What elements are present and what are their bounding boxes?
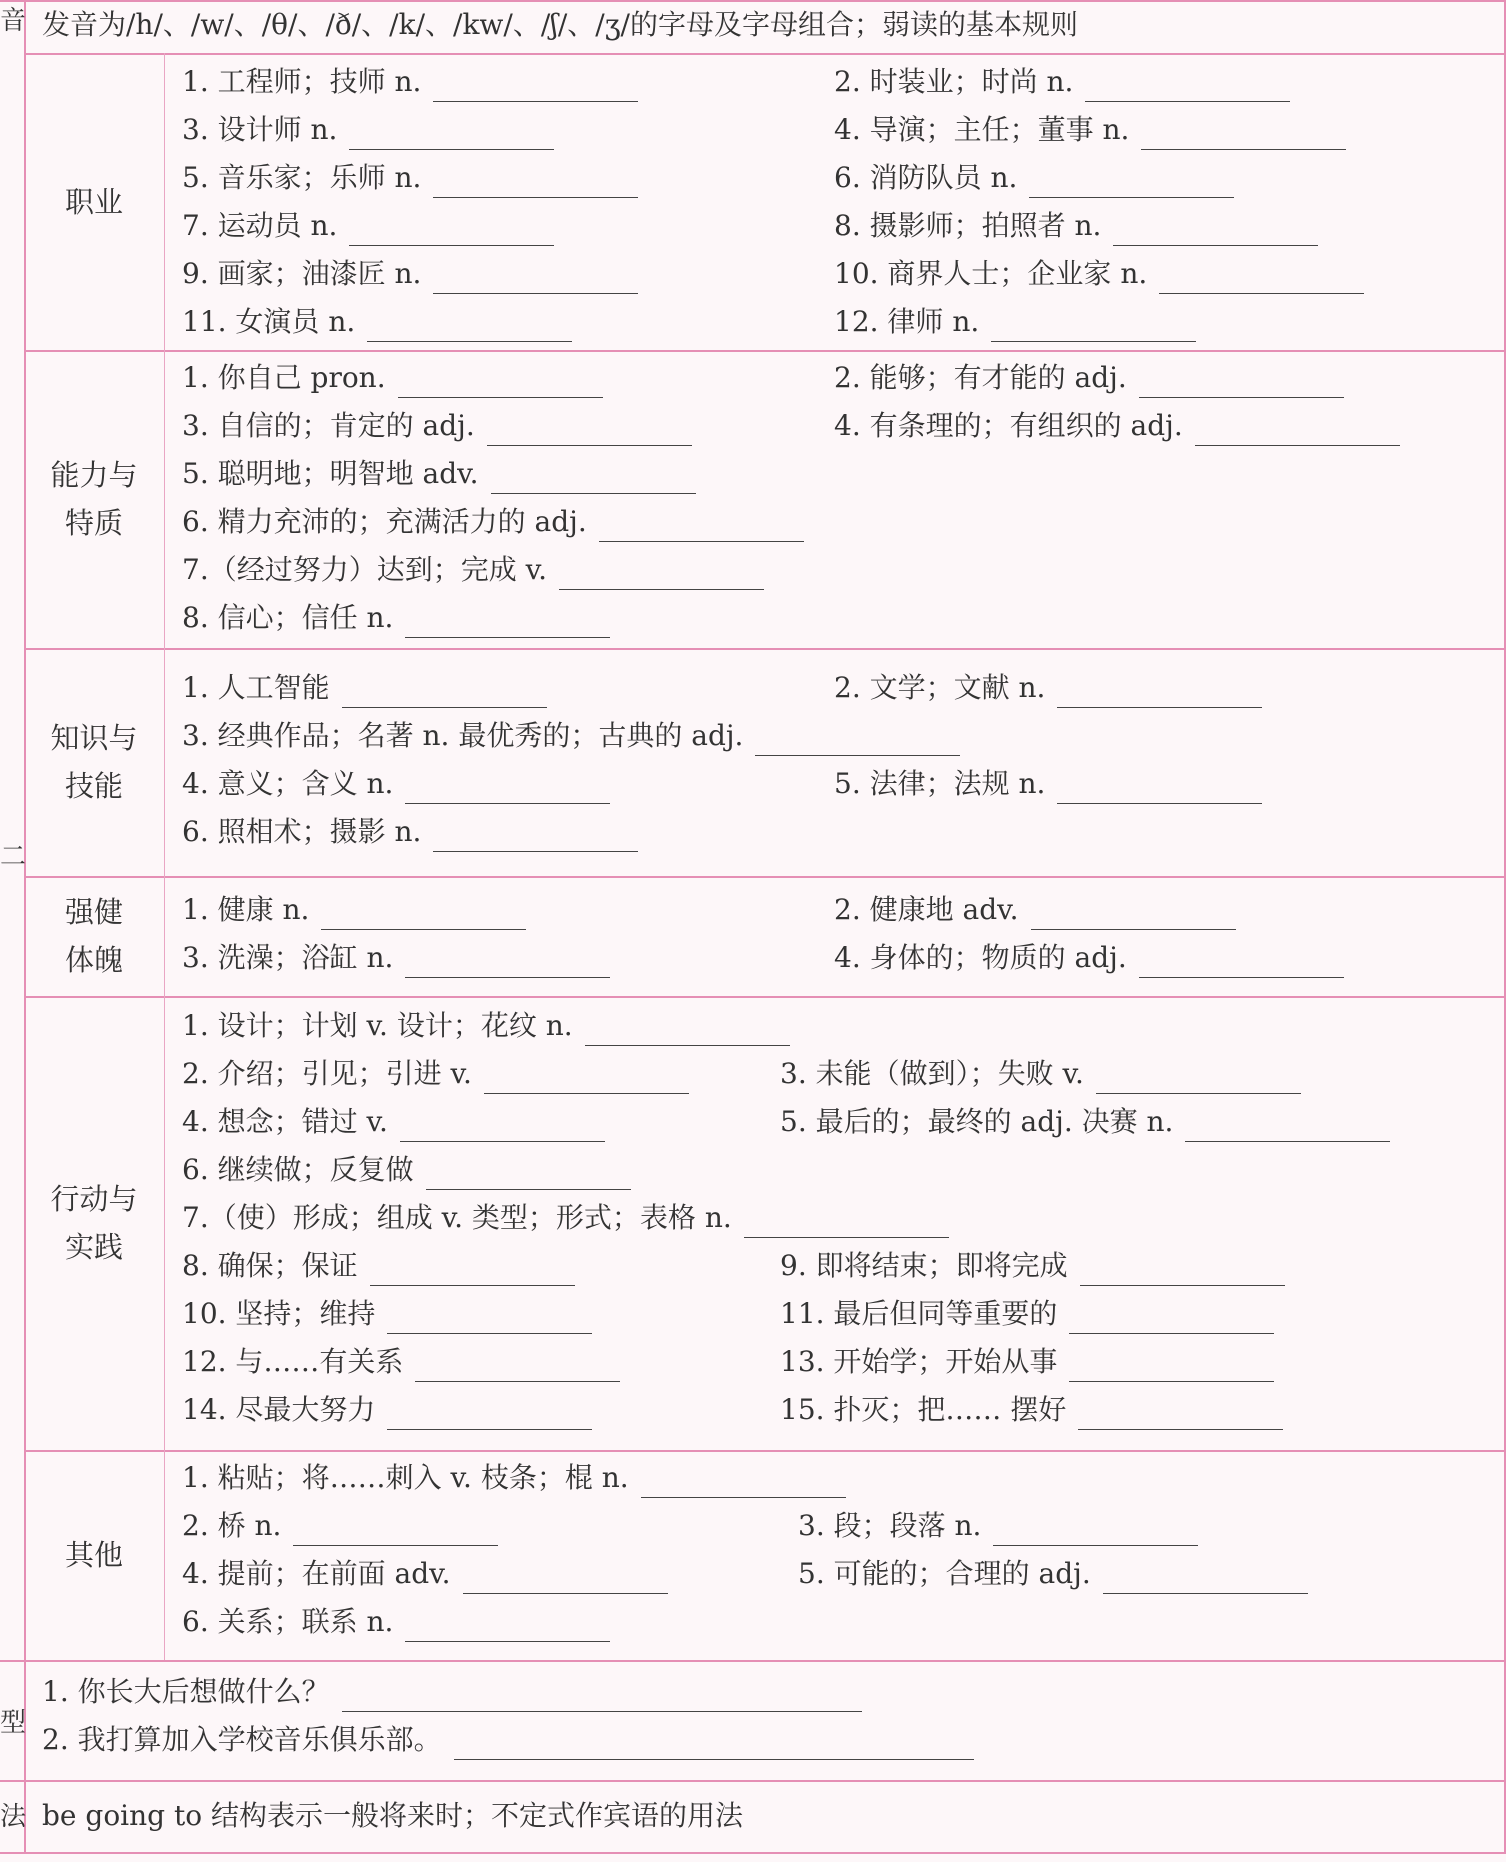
category-divider	[164, 53, 165, 1660]
category-occupations	[24, 53, 164, 350]
category-title: 强健	[64, 895, 123, 929]
row-divider	[24, 876, 1506, 878]
answer-blank[interactable]	[1085, 71, 1290, 102]
vocab-item: 5. 最后的；最终的 adj. 决赛 n.	[780, 1102, 1390, 1142]
vocab-item: 3. 段；段落 n.	[798, 1506, 1198, 1546]
answer-blank[interactable]	[641, 1467, 846, 1498]
vocab-item: 1. 人工智能	[182, 668, 547, 708]
answer-blank[interactable]	[405, 1611, 610, 1642]
vocab-item: 2. 桥 n.	[182, 1506, 498, 1546]
category-actions	[24, 996, 164, 1450]
row-divider	[24, 53, 1506, 55]
vocab-item: 5. 聪明地；明智地 adv.	[182, 454, 696, 494]
vocab-item: 4. 意义；含义 n.	[182, 764, 610, 804]
vocab-item: 14. 尽最大努力	[182, 1390, 592, 1430]
category-title: 行动与	[50, 1182, 138, 1216]
answer-blank[interactable]	[370, 1255, 575, 1286]
answer-blank[interactable]	[755, 725, 960, 756]
answer-blank[interactable]	[993, 1515, 1198, 1546]
answer-blank[interactable]	[349, 215, 554, 246]
answer-blank[interactable]	[991, 311, 1196, 342]
category-health	[24, 876, 164, 996]
vocab-item: 7.（经过努力）达到；完成 v.	[182, 550, 764, 590]
vocab-item: 3. 设计师 n.	[182, 110, 554, 150]
answer-blank[interactable]	[398, 367, 603, 398]
answer-blank[interactable]	[1029, 167, 1234, 198]
category-title-line2: 体魄	[64, 943, 123, 977]
answer-blank[interactable]	[433, 263, 638, 294]
answer-blank[interactable]	[1057, 773, 1262, 804]
vocab-item: 10. 商界人士；企业家 n.	[834, 254, 1364, 294]
answer-blank[interactable]	[387, 1303, 592, 1334]
vocab-item: 1. 你自己 pron.	[182, 358, 603, 398]
vocab-item: 10. 坚持；维持	[182, 1294, 592, 1334]
category-knowledge	[24, 648, 164, 876]
row-divider	[0, 1660, 1506, 1662]
answer-blank[interactable]	[1057, 677, 1262, 708]
answer-blank[interactable]	[1141, 119, 1346, 150]
vocab-item: 4. 想念；错过 v.	[182, 1102, 605, 1142]
vocab-item: 11. 最后但同等重要的	[780, 1294, 1274, 1334]
edge-label-grammar: 法	[0, 1802, 27, 1832]
table-top-border	[0, 0, 1506, 2]
vocab-item: 4. 身体的；物质的 adj.	[834, 938, 1344, 978]
answer-blank[interactable]	[599, 511, 804, 542]
answer-blank[interactable]	[405, 947, 610, 978]
vocab-item: 13. 开始学；开始从事	[780, 1342, 1274, 1382]
answer-blank[interactable]	[1078, 1399, 1283, 1430]
answer-blank[interactable]	[321, 899, 526, 930]
answer-blank[interactable]	[1113, 215, 1318, 246]
vocab-item: 5. 音乐家；乐师 n.	[182, 158, 638, 198]
vocab-item: 9. 即将结束；即将完成	[780, 1246, 1285, 1286]
category-title: 知识与	[50, 721, 138, 755]
vocab-item: 11. 女演员 n.	[182, 302, 572, 342]
answer-blank[interactable]	[1195, 415, 1400, 446]
answer-blank[interactable]	[387, 1399, 592, 1430]
vocab-item: 7.（使）形成；组成 v. 类型；形式；表格 n.	[182, 1198, 949, 1238]
category-title: 能力与	[50, 458, 138, 492]
vocab-item: 4. 有条理的；有组织的 adj.	[834, 406, 1400, 446]
answer-blank[interactable]	[415, 1351, 620, 1382]
pattern-item: 1. 你长大后想做什么？	[42, 1672, 862, 1712]
vocab-item: 1. 工程师；技师 n.	[182, 62, 638, 102]
vocab-item: 1. 设计；计划 v. 设计；花纹 n.	[182, 1006, 790, 1046]
vocab-item: 2. 能够；有才能的 adj.	[834, 358, 1344, 398]
answer-blank[interactable]	[744, 1207, 949, 1238]
vocab-item: 8. 信心；信任 n.	[182, 598, 610, 638]
category-title: 其他	[64, 1538, 123, 1572]
answer-blank[interactable]	[585, 1015, 790, 1046]
answer-blank[interactable]	[342, 677, 547, 708]
vocab-item: 15. 扑灭；把…… 摆好	[780, 1390, 1283, 1430]
answer-blank[interactable]	[1069, 1351, 1274, 1382]
vocab-item: 9. 画家；油漆匠 n.	[182, 254, 638, 294]
answer-blank[interactable]	[484, 1063, 689, 1094]
vocab-item: 3. 自信的；肯定的 adj.	[182, 406, 692, 446]
row-divider	[24, 648, 1506, 650]
row-divider	[24, 996, 1506, 998]
answer-blank[interactable]	[433, 167, 638, 198]
answer-blank[interactable]	[1159, 263, 1364, 294]
answer-blank[interactable]	[491, 463, 696, 494]
vocab-item: 6. 精力充沛的；充满活力的 adj.	[182, 502, 804, 542]
category-title-line2: 实践	[64, 1230, 123, 1264]
answer-blank[interactable]	[400, 1111, 605, 1142]
vocab-item: 3. 未能（做到）；失败 v.	[780, 1054, 1301, 1094]
answer-blank[interactable]	[342, 1681, 862, 1712]
vocab-item: 6. 继续做；反复做	[182, 1150, 631, 1190]
row-divider	[24, 350, 1506, 352]
answer-blank[interactable]	[293, 1515, 498, 1546]
vocab-item: 1. 粘贴；将……刺入 v. 枝条；棍 n.	[182, 1458, 846, 1498]
answer-blank[interactable]	[1103, 1563, 1308, 1594]
vocab-item: 6. 照相术；摄影 n.	[182, 812, 638, 852]
answer-blank[interactable]	[433, 71, 638, 102]
vocab-item: 8. 确保；保证	[182, 1246, 575, 1286]
row-divider	[24, 1450, 1506, 1452]
answer-blank[interactable]	[433, 821, 638, 852]
vocab-item: 5. 可能的；合理的 adj.	[798, 1554, 1308, 1594]
vocab-item: 12. 与……有关系	[182, 1342, 620, 1382]
answer-blank[interactable]	[1096, 1063, 1301, 1094]
answer-blank[interactable]	[426, 1159, 631, 1190]
answer-blank[interactable]	[1069, 1303, 1274, 1334]
vocab-item: 2. 文学；文献 n.	[834, 668, 1262, 708]
vocab-item: 4. 提前；在前面 adv.	[182, 1554, 668, 1594]
vocab-item: 5. 法律；法规 n.	[834, 764, 1262, 804]
answer-blank[interactable]	[454, 1729, 974, 1760]
vocab-item: 3. 经典作品；名著 n. 最优秀的；古典的 adj.	[182, 716, 960, 756]
edge-label-pronunciation: 音	[0, 6, 27, 36]
answer-blank[interactable]	[1139, 367, 1344, 398]
vocab-item: 8. 摄影师；拍照者 n.	[834, 206, 1318, 246]
vocab-item: 3. 洗澡；浴缸 n.	[182, 938, 610, 978]
answer-blank[interactable]	[559, 559, 764, 590]
vocab-item: 1. 健康 n.	[182, 890, 526, 930]
pronunciation-text: 发音为/h/、/w/、/θ/、/ð/、/k/、/kw/、/ʃ/、/ʒ/的字母及字母组合；弱读的基本规则	[42, 8, 1078, 41]
row-divider	[0, 1780, 1506, 1782]
answer-blank[interactable]	[367, 311, 572, 342]
table-bottom-border	[0, 1852, 1506, 1854]
vocab-item: 12. 律师 n.	[834, 302, 1196, 342]
answer-blank[interactable]	[1185, 1111, 1390, 1142]
vocab-item: 2. 介绍；引见；引进 v.	[182, 1054, 689, 1094]
edge-label-patterns: 型	[0, 1708, 27, 1738]
category-title-line2: 特质	[64, 506, 123, 540]
answer-blank[interactable]	[405, 607, 610, 638]
vocab-item: 4. 导演；主任；董事 n.	[834, 110, 1346, 150]
category-abilities	[24, 350, 164, 648]
edge-label-vocabulary: 二	[0, 842, 27, 872]
vocab-item: 7. 运动员 n.	[182, 206, 554, 246]
vocab-item: 2. 健康地 adv.	[834, 890, 1236, 930]
answer-blank[interactable]	[405, 773, 610, 804]
pattern-item: 2. 我打算加入学校音乐俱乐部。	[42, 1720, 974, 1760]
answer-blank[interactable]	[1031, 899, 1236, 930]
category-others	[24, 1450, 164, 1660]
category-title-line2: 技能	[64, 769, 123, 803]
answer-blank[interactable]	[463, 1563, 668, 1594]
grammar-text: be going to 结构表示一般将来时；不定式作宾语的用法	[42, 1799, 744, 1832]
answer-blank[interactable]	[1139, 947, 1344, 978]
answer-blank[interactable]	[487, 415, 692, 446]
vocab-item: 2. 时装业；时尚 n.	[834, 62, 1290, 102]
category-title: 职业	[64, 184, 123, 219]
answer-blank[interactable]	[349, 119, 554, 150]
vocab-item: 6. 关系；联系 n.	[182, 1602, 610, 1642]
answer-blank[interactable]	[1080, 1255, 1285, 1286]
vocab-item: 6. 消防队员 n.	[834, 158, 1234, 198]
